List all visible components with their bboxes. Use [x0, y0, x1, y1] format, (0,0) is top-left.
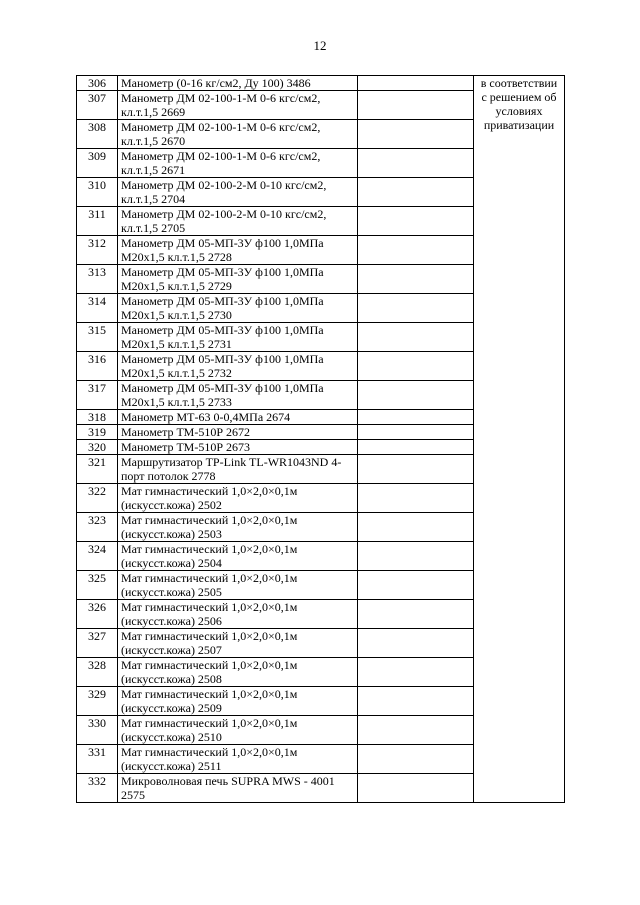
item-name-cell: Манометр ТМ-510Р 2672 — [118, 425, 358, 440]
item-name-cell: Манометр ДМ 02-100-1-М 0-6 кгс/см2, кл.т.1,5 2671 — [118, 149, 358, 178]
empty-cell — [358, 236, 474, 265]
empty-cell — [358, 91, 474, 120]
row-number-cell: 316 — [77, 352, 118, 381]
page-number: 12 — [313, 38, 327, 53]
empty-cell — [358, 542, 474, 571]
row-number-cell: 313 — [77, 265, 118, 294]
row-number-cell: 308 — [77, 120, 118, 149]
item-name-cell: Мат гимнастический 1,0×2,0×0,1м (искусст.кожа) 2509 — [118, 687, 358, 716]
item-name-cell: Манометр ДМ 05-МП-3У ф100 1,0МПа М20х1,5 кл.т.1,5 2728 — [118, 236, 358, 265]
item-name-cell: Мат гимнастический 1,0×2,0×0,1м (искусст.кожа) 2504 — [118, 542, 358, 571]
row-number-cell: 307 — [77, 91, 118, 120]
empty-cell — [358, 294, 474, 323]
row-number-cell: 321 — [77, 455, 118, 484]
item-name-cell: Мат гимнастический 1,0×2,0×0,1м (искусст.кожа) 2503 — [118, 513, 358, 542]
row-number-cell: 327 — [77, 629, 118, 658]
item-name-cell: Манометр ТМ-510Р 2673 — [118, 440, 358, 455]
item-name-cell: Мат гимнастический 1,0×2,0×0,1м (искусст.кожа) 2505 — [118, 571, 358, 600]
item-name-cell: Мат гимнастический 1,0×2,0×0,1м (искусст.кожа) 2510 — [118, 716, 358, 745]
row-number-cell: 317 — [77, 381, 118, 410]
item-name-cell: Мат гимнастический 1,0×2,0×0,1м (искусст.кожа) 2506 — [118, 600, 358, 629]
row-number-cell: 311 — [77, 207, 118, 236]
empty-cell — [358, 410, 474, 425]
row-number-cell: 332 — [77, 774, 118, 803]
row-number-cell: 330 — [77, 716, 118, 745]
item-name-cell: Манометр (0-16 кг/см2, Ду 100) 3486 — [118, 76, 358, 91]
row-number-cell: 323 — [77, 513, 118, 542]
row-number-cell: 326 — [77, 600, 118, 629]
empty-cell — [358, 323, 474, 352]
empty-cell — [358, 687, 474, 716]
empty-cell — [358, 149, 474, 178]
row-number-cell: 325 — [77, 571, 118, 600]
inventory-table-body — [77, 76, 565, 803]
row-number-cell: 309 — [77, 149, 118, 178]
item-name-cell: Маршрутизатор TP-Link TL-WR1043ND 4-порт потолок 2778 — [118, 455, 358, 484]
row-number-cell: 328 — [77, 658, 118, 687]
item-name-cell: Манометр ДМ 05-МП-3У ф100 1,0МПа М20х1,5 кл.т.1,5 2729 — [118, 265, 358, 294]
empty-cell — [358, 352, 474, 381]
row-number-cell: 319 — [77, 425, 118, 440]
item-name-cell: Манометр ДМ 05-МП-3У ф100 1,0МПа М20х1,5 кл.т.1,5 2732 — [118, 352, 358, 381]
item-name-cell: Микроволновая печь SUPRA MWS - 4001 2575 — [118, 774, 358, 803]
empty-cell — [358, 425, 474, 440]
empty-cell — [358, 774, 474, 803]
item-name-cell: Манометр ДМ 05-МП-3У ф100 1,0МПа М20х1,5 кл.т.1,5 2733 — [118, 381, 358, 410]
empty-cell — [358, 716, 474, 745]
empty-cell — [358, 600, 474, 629]
empty-cell — [358, 484, 474, 513]
row-number-cell: 322 — [77, 484, 118, 513]
item-name-cell: Манометр МТ-63 0-0,4МПа 2674 — [118, 410, 358, 425]
row-number-cell: 329 — [77, 687, 118, 716]
empty-cell — [358, 178, 474, 207]
item-name-cell: Манометр ДМ 02-100-2-М 0-10 кгс/см2, кл.т.1,5 2704 — [118, 178, 358, 207]
row-number-cell: 320 — [77, 440, 118, 455]
empty-cell — [358, 629, 474, 658]
empty-cell — [358, 265, 474, 294]
row-number-cell: 315 — [77, 323, 118, 352]
empty-cell — [358, 745, 474, 774]
empty-cell — [358, 658, 474, 687]
empty-cell — [358, 455, 474, 484]
item-name-cell: Манометр ДМ 02-100-1-М 0-6 кгс/см2, кл.т.1,5 2670 — [118, 120, 358, 149]
row-number-cell: 331 — [77, 745, 118, 774]
item-name-cell: Мат гимнастический 1,0×2,0×0,1м (искусст.кожа) 2507 — [118, 629, 358, 658]
empty-cell — [358, 571, 474, 600]
empty-cell — [358, 207, 474, 236]
empty-cell — [358, 120, 474, 149]
item-name-cell: Мат гимнастический 1,0×2,0×0,1м (искусст.кожа) 2508 — [118, 658, 358, 687]
item-name-cell: Манометр ДМ 02-100-1-М 0-6 кгс/см2, кл.т.1,5 2669 — [118, 91, 358, 120]
row-number-cell: 324 — [77, 542, 118, 571]
inventory-table — [76, 75, 565, 803]
item-name-cell: Манометр ДМ 02-100-2-М 0-10 кгс/см2, кл.т.1,5 2705 — [118, 207, 358, 236]
empty-cell — [358, 440, 474, 455]
row-number-cell: 318 — [77, 410, 118, 425]
item-name-cell: Манометр ДМ 05-МП-3У ф100 1,0МПа М20х1,5 кл.т.1,5 2731 — [118, 323, 358, 352]
row-number-cell: 310 — [77, 178, 118, 207]
item-name-cell: Манометр ДМ 05-МП-3У ф100 1,0МПа М20х1,5 кл.т.1,5 2730 — [118, 294, 358, 323]
table-row — [77, 76, 565, 91]
empty-cell — [358, 76, 474, 91]
empty-cell — [358, 513, 474, 542]
privatization-note-cell: в соответствии с решением об условиях приватизации — [474, 76, 565, 803]
empty-cell — [358, 381, 474, 410]
row-number-cell: 314 — [77, 294, 118, 323]
row-number-cell: 312 — [77, 236, 118, 265]
row-number-cell: 306 — [77, 76, 118, 91]
item-name-cell: Мат гимнастический 1,0×2,0×0,1м (искусст.кожа) 2502 — [118, 484, 358, 513]
item-name-cell: Мат гимнастический 1,0×2,0×0,1м (искусст.кожа) 2511 — [118, 745, 358, 774]
